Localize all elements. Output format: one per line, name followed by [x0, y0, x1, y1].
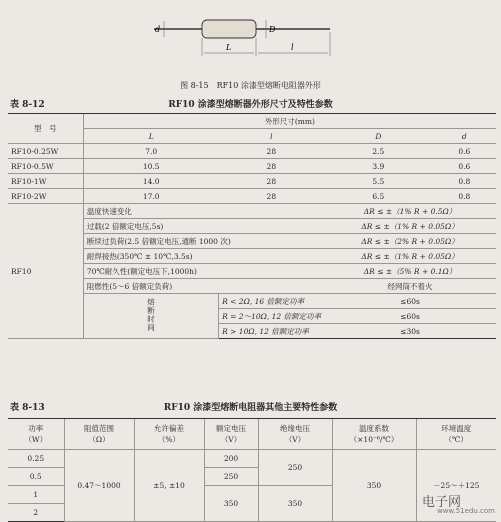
watermark-url: www.51edu.com — [436, 507, 495, 515]
table-row: 2 — [8, 504, 496, 522]
label-l: l — [291, 43, 294, 52]
table-row: 1 350 350 — [8, 486, 496, 504]
col-D: D — [324, 129, 433, 144]
spec-row: 过载(2 倍额定电压,5s) ΔR ≤ ±（1% R + 0.05Ω） — [8, 219, 496, 234]
table12 — [8, 113, 496, 339]
table12-title: RF10 涂漆型熔断器外形尺寸及特性参数 — [168, 100, 333, 110]
col-tolerance: 允许偏差 （%） — [134, 419, 204, 450]
col-ambient: 环境温度 （℃） — [416, 419, 496, 450]
col-d: d — [433, 129, 496, 144]
col-resistance: 阻值范围 （Ω） — [64, 419, 134, 450]
col-L: L — [83, 129, 218, 144]
spec-row: 70℃耐久性(额定电压下,1000h) ΔR ≤ ±（5% R + 0.1Ω） — [8, 264, 496, 279]
table12-label: 表 8-12 — [10, 100, 45, 110]
fuse-row: 熔断时间 R < 2Ω, 16 倍额定功率 ≤60s — [8, 294, 496, 309]
model-header: 型 号 — [8, 114, 83, 144]
ambient-temp: －25～＋125 — [416, 450, 496, 522]
fuse-time-label: 熔断时间 — [146, 298, 156, 332]
spec-row: 断续过负荷(2.5 倍额定电压,通断 1000 次) ΔR ≤ ±（2% R + 0.05Ω） — [8, 234, 496, 249]
table-row: RF10-0.5W 10.5 28 3.9 0.6 — [8, 159, 496, 174]
table-row: RF10-1W 14.0 28 5.5 0.8 — [8, 174, 496, 189]
fuse-row: R = 2～10Ω, 12 倍额定功率 ≤60s — [8, 309, 496, 324]
col-temp-coeff: 温度系数 （×10⁻⁶/℃） — [332, 419, 416, 450]
table13-label: 表 8-13 — [10, 403, 45, 413]
figure-caption: 图 8-15 RF10 涂漆型熔断电阻器外形 — [180, 81, 321, 90]
watermark-brand: 电子网 — [421, 495, 461, 510]
resistance-range: 0.47～1000 — [64, 450, 134, 522]
label-L: L — [226, 43, 232, 52]
spec-model: RF10 — [8, 204, 83, 339]
col-l: l — [219, 129, 324, 144]
spec-row: RF10 温度快速变化 ΔR ≤ ±（1% R + 0.5Ω） — [8, 204, 496, 219]
spec-row: 阻燃性(5～6 倍额定负荷) 经网筒不着火 — [8, 279, 496, 294]
label-D: D — [269, 25, 276, 34]
col-rated-voltage: 额定电压 （V） — [204, 419, 258, 450]
tolerance: ±5, ±10 — [134, 450, 204, 522]
spec-row: 耐焊接热(350℃ ± 10℃,3.5s) ΔR ≤ ±（1% R + 0.05Ω） — [8, 249, 496, 264]
fuse-row: R > 10Ω, 12 倍额定功率 ≤30s — [8, 324, 496, 339]
col-insulation-voltage: 绝缘电压 （V） — [258, 419, 332, 450]
col-power: 功率 （W） — [8, 419, 64, 450]
table-row: 0.5 250 — [8, 468, 496, 486]
resistor-figure — [140, 4, 360, 64]
dimension-header: 外形尺寸(mm) — [83, 114, 496, 129]
table-row: RF10-2W 17.0 28 6.5 0.8 — [8, 189, 496, 204]
table13-title: RF10 涂漆型熔断电阻器其他主要特性参数 — [163, 403, 338, 413]
table-row: RF10-0.25W 7.0 28 2.5 0.6 — [8, 144, 496, 159]
table-row: 0.25 0.47～1000 ±5, ±10 200 250 350 －25～＋125 — [8, 450, 496, 468]
label-d: d — [155, 25, 161, 34]
temp-coeff: 350 — [332, 450, 416, 522]
